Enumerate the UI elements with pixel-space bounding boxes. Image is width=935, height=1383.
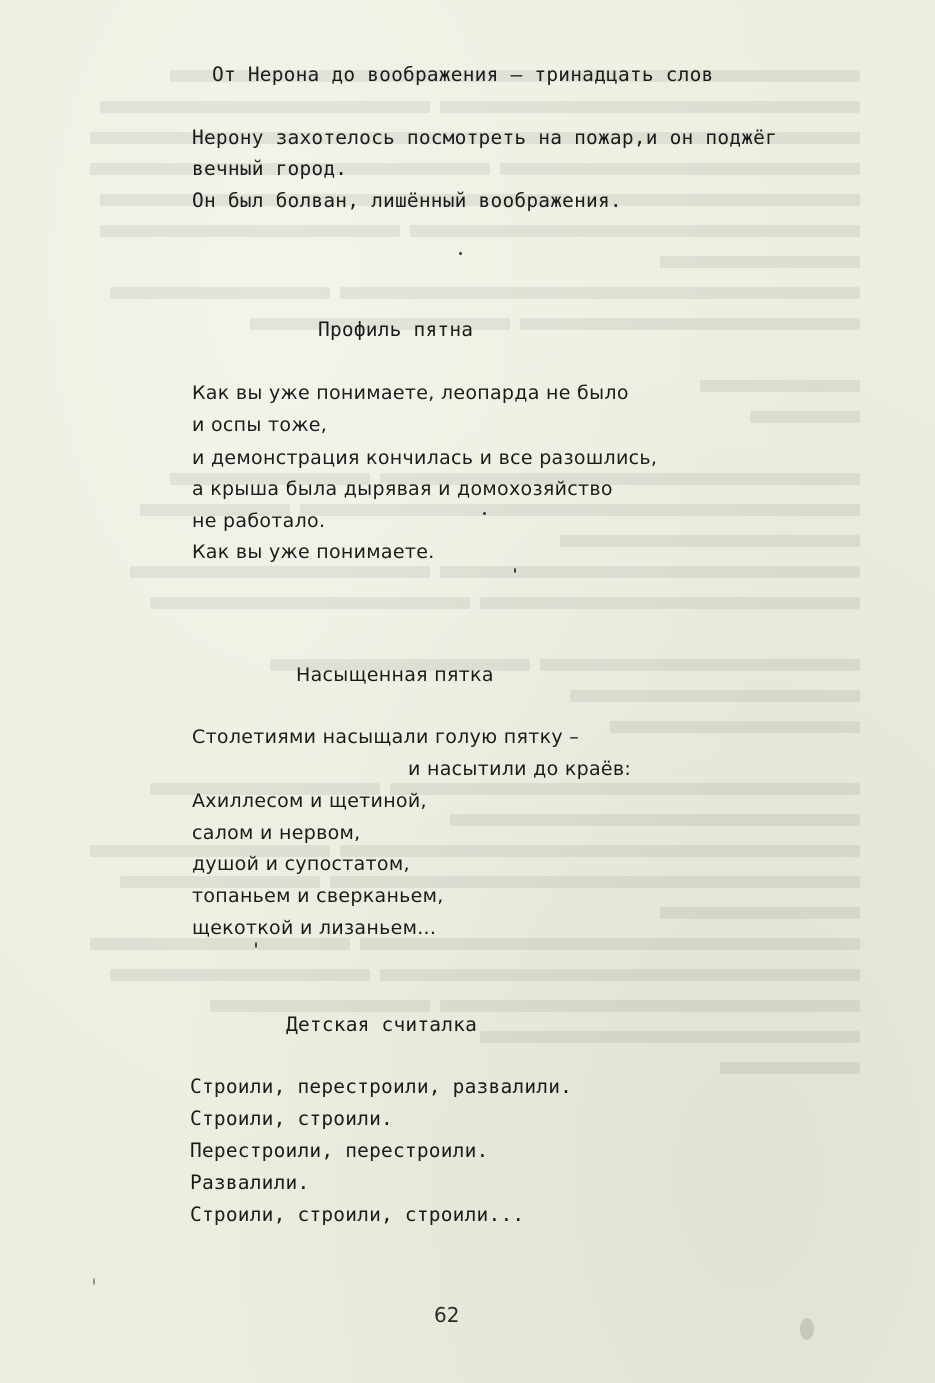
page-number: 62 xyxy=(434,1303,460,1327)
bleed-through-texture xyxy=(60,60,860,1083)
poem-line: и демонстрация кончилась и все разошлись, xyxy=(192,447,658,469)
poem-line: Развалили. xyxy=(190,1171,310,1194)
poem-line: Строили, строили. xyxy=(190,1107,393,1130)
poem-line: Ахиллесом и щетиной, xyxy=(192,790,427,812)
poem-line: Он был болван, лишённый воображения. xyxy=(192,189,622,212)
poem-line: не работало. xyxy=(192,510,326,532)
poem-line: Строили, строили, строили... xyxy=(190,1203,525,1226)
poem-title-counting-rhyme: Детская считалка xyxy=(286,1013,478,1036)
poem-line: и насытили до краёв: xyxy=(408,758,632,780)
poem-line: Перестроили, перестроили. xyxy=(190,1139,489,1162)
poem-title-heel: Насыщенная пятка xyxy=(296,664,494,686)
poem-line: салом и нервом, xyxy=(192,822,361,844)
poem-line: Нерону захотелось посмотреть на пожар,и он поджёг xyxy=(192,126,778,149)
poem-line: Как вы уже понимаете. xyxy=(192,541,435,563)
poem-line: и оспы тоже, xyxy=(192,414,328,436)
poem-title-nero: От Нерона до воображения – тринадцать слов xyxy=(212,63,714,86)
poem-title-profile: Профиль пятна xyxy=(318,318,474,341)
scan-speck xyxy=(514,568,516,573)
poem-line: Как вы уже понимаете, леопарда не было xyxy=(192,382,629,404)
poem-line: топаньем и сверканьем, xyxy=(192,885,444,907)
scan-speck xyxy=(483,512,486,515)
poem-line: Строили, перестроили, развалили. xyxy=(190,1075,573,1098)
scan-speck xyxy=(93,1278,95,1285)
scan-speck xyxy=(800,1318,814,1340)
scan-speck xyxy=(255,942,257,948)
poem-line: вечный город. xyxy=(192,157,348,180)
poem-line: щекоткой и лизаньем... xyxy=(192,917,437,939)
scan-speck xyxy=(459,252,462,255)
poem-line: Столетиями насыщали голую пятку – xyxy=(192,726,580,748)
poem-line: а крыша была дырявая и домохозяйство xyxy=(192,478,613,500)
poem-line: душой и супостатом, xyxy=(192,853,410,875)
